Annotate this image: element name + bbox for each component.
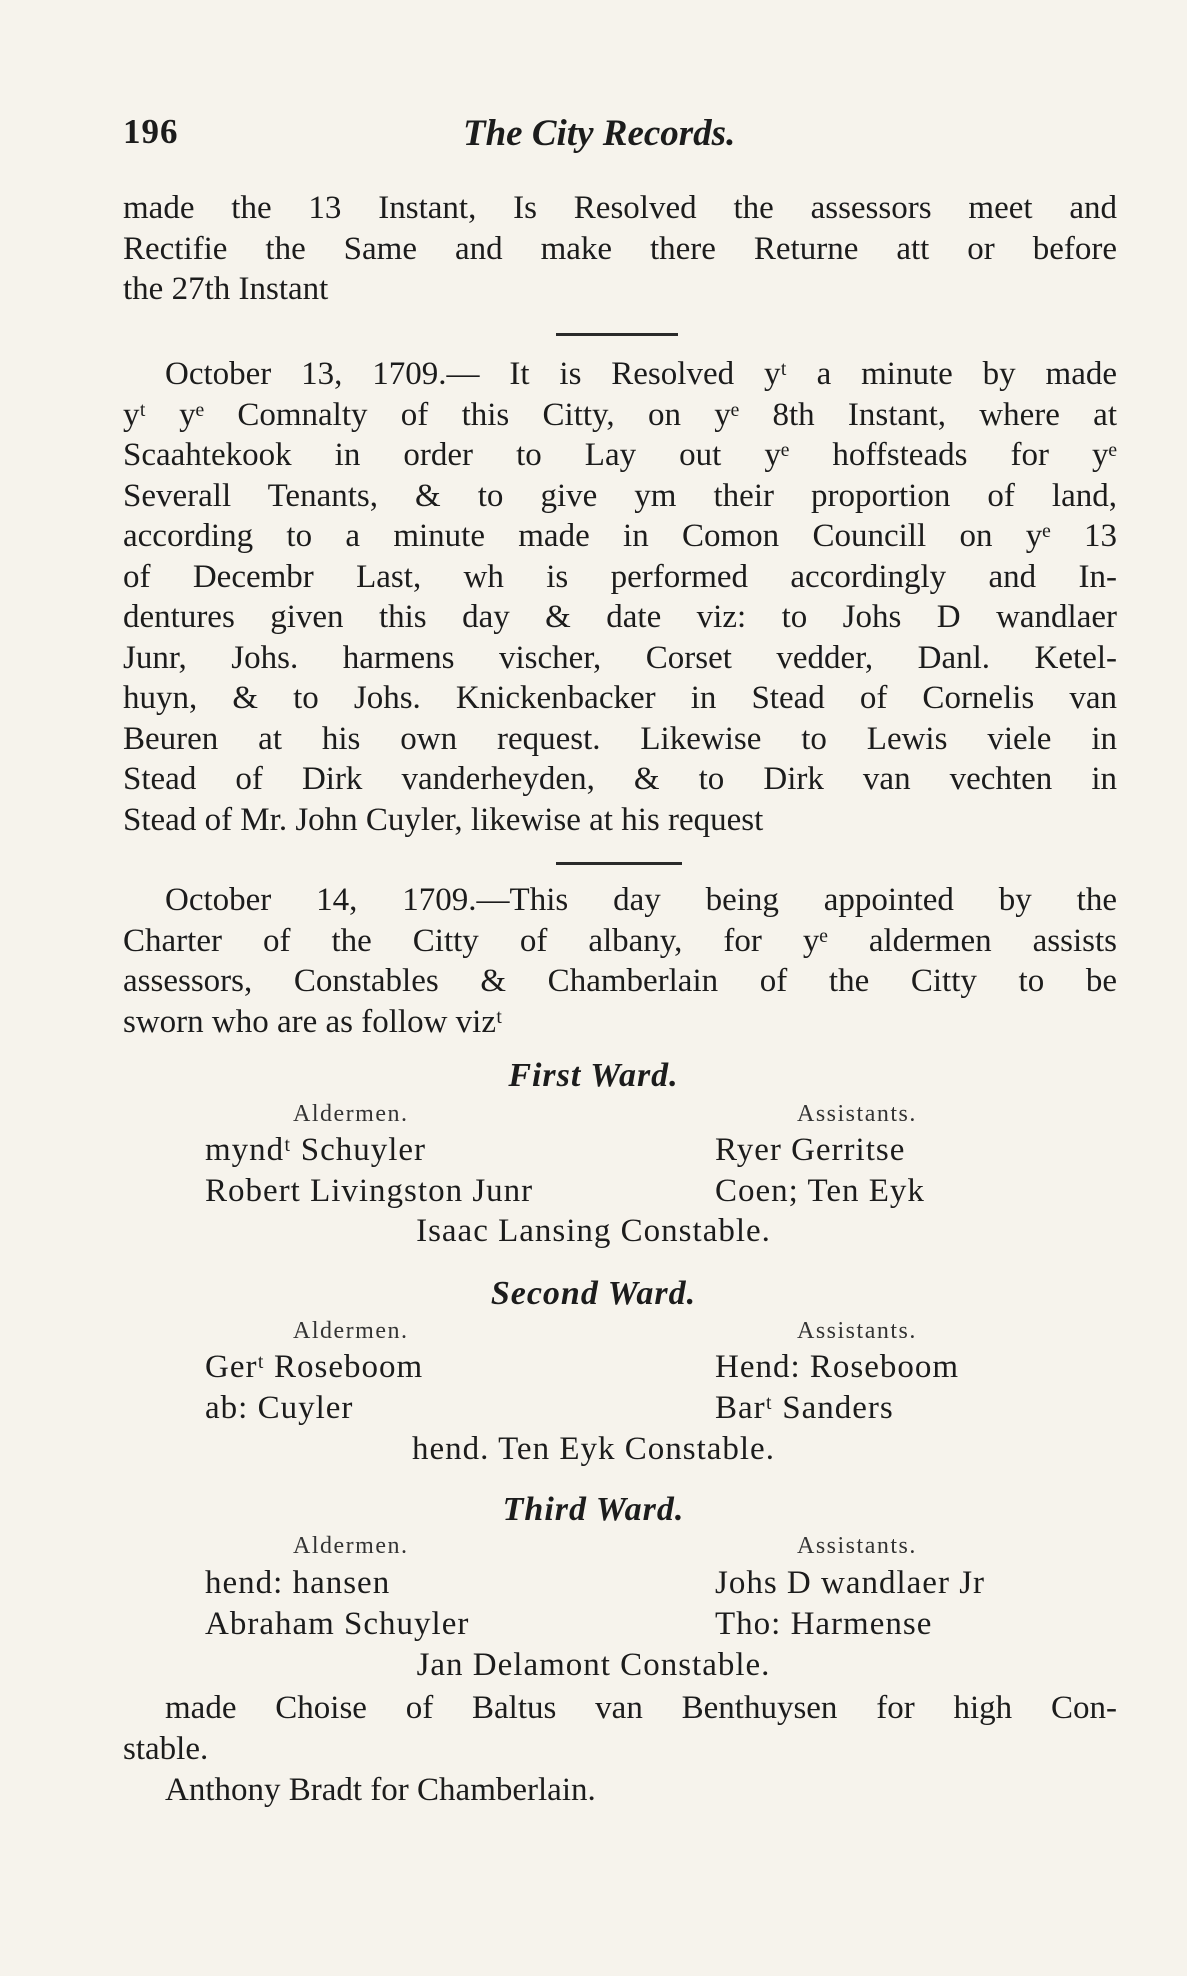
text-line: October 14, 1709.—This day being appointed by the [165, 882, 1117, 918]
paragraph-continuation [123, 188, 1117, 310]
text-line: Beuren at his own request. Likewise to Lewis viele in [123, 720, 1117, 757]
constable-line: Isaac Lansing Constable. [416, 1213, 771, 1249]
assistant-name: Ryer Gerritse [715, 1132, 906, 1168]
text-line: Stead of Dirk vanderheyden, & to Dirk van vechten in [123, 761, 1117, 797]
assistant-name: Barᵗ Sanders [715, 1390, 894, 1426]
aldermen-label: Aldermen. [293, 1533, 409, 1559]
assistant-name: Hend: Roseboom [715, 1349, 960, 1385]
section-rule [556, 333, 678, 336]
assistant-name: Tho: Harmense [715, 1606, 933, 1642]
text-line: Stead of Mr. John Cuyler, likewise at his request [123, 801, 764, 838]
text-line: the 27th Instant [123, 271, 329, 307]
text-line: sworn who are as follow vizᵗ [123, 1003, 503, 1040]
assistants-label: Assistants. [797, 1101, 917, 1127]
text-line: Anthony Bradt for Chamberlain. [165, 1772, 596, 1808]
text-line: Junr, Johs. harmens vischer, Corset vedder, Danl. Ketel- [123, 639, 1117, 676]
text-line: yᵗ yᵉ Comnalty of this Citty, on yᵉ 8th Instant, where at [123, 396, 1117, 433]
text-line: of Decembr Last, wh is performed accordingly and In- [123, 558, 1117, 595]
assistant-name: Johs D wandlaer Jr [715, 1565, 986, 1601]
aldermen-label: Aldermen. [293, 1101, 409, 1127]
page-number: 196 [123, 112, 179, 151]
alderman-name: Gerᵗ Roseboom [205, 1349, 424, 1385]
alderman-name: ab: Cuyler [205, 1390, 354, 1426]
text-line: according to a minute made in Comon Councill on yᵉ 13 [123, 518, 1117, 554]
running-title: The City Records. [463, 113, 736, 154]
text-line: Severall Tenants, & to give ym their proportion of land, [123, 477, 1117, 514]
ward-heading: Third Ward. [502, 1491, 685, 1528]
section-rule [556, 862, 682, 865]
text-line: stable. [123, 1731, 209, 1767]
aldermen-label: Aldermen. [293, 1318, 409, 1344]
paragraph-october-14 [123, 880, 1117, 1042]
text-line: huyn, & to Johs. Knickenbacker in Stead of Cornelis van [123, 680, 1117, 716]
assistants-label: Assistants. [797, 1533, 917, 1559]
text-line: Charter of the Citty of albany, for yᵉ aldermen assists [123, 922, 1117, 959]
text-line: assessors, Constables & Chamberlain of the Citty to be [123, 963, 1117, 999]
alderman-name: myndᵗ Schuyler [205, 1132, 427, 1168]
alderman-name: Robert Livingston Junr [205, 1173, 534, 1209]
ward-heading: First Ward. [508, 1057, 679, 1094]
alderman-name: hend: hansen [205, 1565, 391, 1601]
text-line: Scaahtekook in order to Lay out yᵉ hoffsteads for yᵉ [123, 437, 1117, 473]
text-line: dentures given this day & date viz: to Johs D wandlaer [123, 599, 1117, 635]
text-line: made the 13 Instant, Is Resolved the assessors meet and [123, 190, 1117, 226]
assistant-name: Coen; Ten Eyk [715, 1173, 925, 1209]
assistants-label: Assistants. [797, 1318, 917, 1344]
text-line: made Choise of Baltus van Benthuysen for high Con- [165, 1690, 1117, 1726]
paragraph-october-13 [123, 354, 1117, 840]
constable-line: hend. Ten Eyk Constable. [412, 1431, 775, 1467]
constable-line: Jan Delamont Constable. [416, 1647, 771, 1683]
ward-heading: Second Ward. [490, 1275, 697, 1312]
running-head [123, 112, 1113, 162]
alderman-name: Abraham Schuyler [205, 1606, 470, 1642]
text-line: October 13, 1709.— It is Resolved yᵗ a minute by made [165, 356, 1117, 392]
closing-paragraph [123, 1688, 1117, 1811]
text-line: Rectifie the Same and make there Returne att or before [123, 230, 1117, 267]
